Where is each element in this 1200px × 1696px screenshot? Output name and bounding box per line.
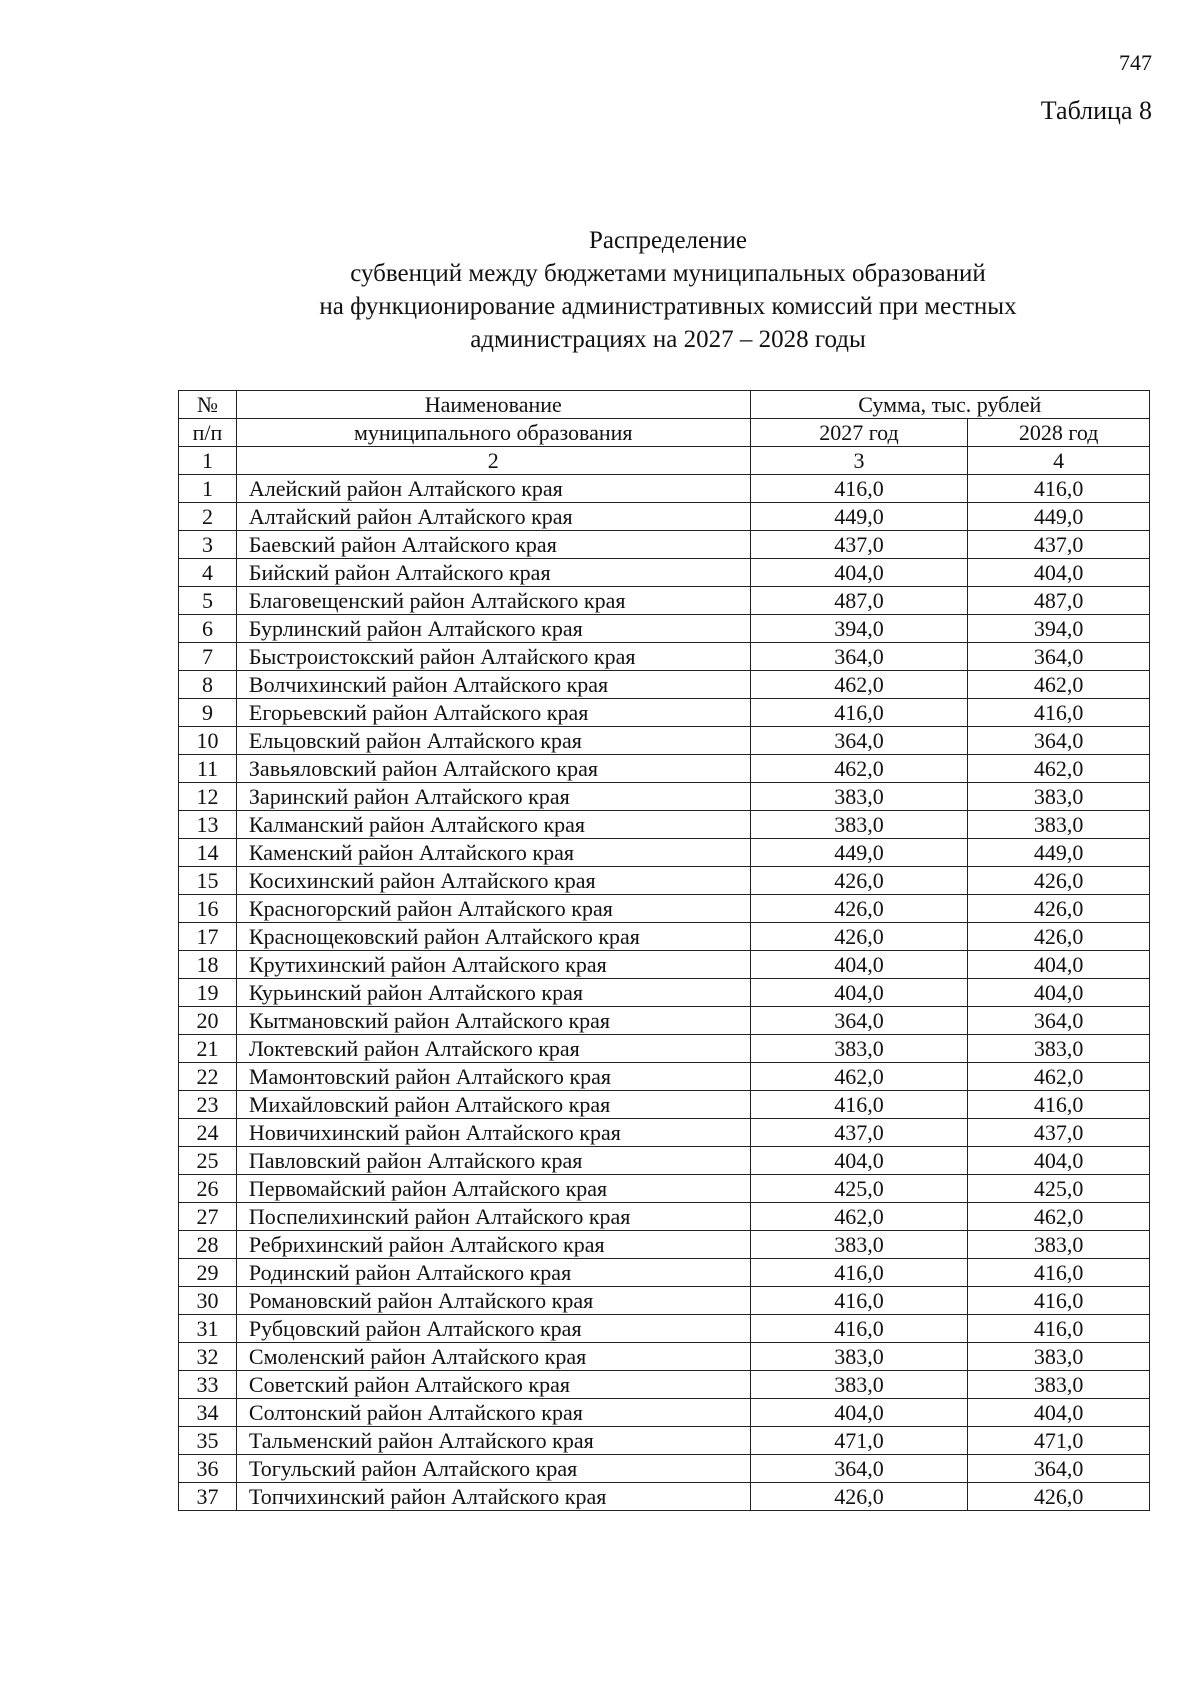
row-value-2027: 462,0 (750, 1063, 968, 1091)
column-number: 2 (236, 447, 750, 475)
row-number: 14 (179, 839, 237, 867)
row-value-2027: 404,0 (750, 1147, 968, 1175)
row-value-2027: 437,0 (750, 531, 968, 559)
row-value-2028: 383,0 (968, 811, 1150, 839)
title-line: на функционирование административных комиссий при местных (319, 293, 1017, 320)
row-number: 13 (179, 811, 237, 839)
row-number: 32 (179, 1343, 237, 1371)
row-value-2027: 364,0 (750, 1455, 968, 1483)
table-row (179, 1427, 1150, 1455)
header-name-sub: муниципального образования (236, 419, 750, 447)
row-name: Быстроистокский район Алтайского края (236, 643, 750, 671)
row-number: 7 (179, 643, 237, 671)
row-value-2027: 487,0 (750, 587, 968, 615)
table-row (179, 643, 1150, 671)
row-value-2028: 437,0 (968, 1119, 1150, 1147)
table-row (179, 867, 1150, 895)
row-number: 8 (179, 671, 237, 699)
column-number: 1 (179, 447, 237, 475)
table-row (179, 1455, 1150, 1483)
row-number: 18 (179, 951, 237, 979)
row-number: 37 (179, 1483, 237, 1511)
row-value-2028: 416,0 (968, 475, 1150, 503)
row-name: Михайловский район Алтайского края (236, 1091, 750, 1119)
row-name: Смоленский район Алтайского края (236, 1343, 750, 1371)
row-value-2028: 364,0 (968, 727, 1150, 755)
row-name: Павловский район Алтайского края (236, 1147, 750, 1175)
row-value-2027: 383,0 (750, 811, 968, 839)
row-number: 29 (179, 1259, 237, 1287)
column-number: 3 (750, 447, 968, 475)
row-number: 24 (179, 1119, 237, 1147)
table-row (179, 727, 1150, 755)
row-value-2027: 462,0 (750, 1203, 968, 1231)
table-row (179, 1035, 1150, 1063)
row-value-2028: 426,0 (968, 867, 1150, 895)
row-value-2027: 426,0 (750, 923, 968, 951)
row-value-2027: 416,0 (750, 1315, 968, 1343)
row-number: 3 (179, 531, 237, 559)
table-row (179, 1315, 1150, 1343)
row-number: 9 (179, 699, 237, 727)
row-value-2028: 449,0 (968, 839, 1150, 867)
row-number: 36 (179, 1455, 237, 1483)
row-value-2028: 383,0 (968, 1035, 1150, 1063)
row-value-2027: 471,0 (750, 1427, 968, 1455)
row-name: Солтонский район Алтайского края (236, 1399, 750, 1427)
table-row (179, 1259, 1150, 1287)
row-number: 5 (179, 587, 237, 615)
table-row (179, 587, 1150, 615)
row-number: 27 (179, 1203, 237, 1231)
row-value-2028: 416,0 (968, 1259, 1150, 1287)
row-value-2028: 364,0 (968, 1455, 1150, 1483)
table-row (179, 671, 1150, 699)
table-row (179, 979, 1150, 1007)
row-name: Топчихинский район Алтайского края (236, 1483, 750, 1511)
row-value-2027: 383,0 (750, 783, 968, 811)
row-value-2028: 462,0 (968, 1063, 1150, 1091)
table-row (179, 923, 1150, 951)
row-name: Бийский район Алтайского края (236, 559, 750, 587)
table-row (179, 1399, 1150, 1427)
row-value-2028: 425,0 (968, 1175, 1150, 1203)
document-title (0, 224, 1200, 356)
table-row (179, 1175, 1150, 1203)
table-row (179, 1119, 1150, 1147)
row-number: 16 (179, 895, 237, 923)
row-name: Рубцовский район Алтайского края (236, 1315, 750, 1343)
title-line: субвенций между бюджетами муниципальных образований (350, 260, 986, 287)
row-value-2028: 449,0 (968, 503, 1150, 531)
table-row (179, 1063, 1150, 1091)
table-row (179, 1287, 1150, 1315)
row-number: 21 (179, 1035, 237, 1063)
row-name: Советский район Алтайского края (236, 1371, 750, 1399)
row-number: 30 (179, 1287, 237, 1315)
row-value-2027: 449,0 (750, 839, 968, 867)
row-value-2028: 462,0 (968, 671, 1150, 699)
row-value-2027: 404,0 (750, 979, 968, 1007)
row-value-2028: 404,0 (968, 1399, 1150, 1427)
column-number-row (179, 447, 1150, 475)
row-name: Краснощековский район Алтайского края (236, 923, 750, 951)
row-value-2028: 394,0 (968, 615, 1150, 643)
row-number: 22 (179, 1063, 237, 1091)
title-line: Распределение (589, 227, 747, 254)
row-value-2028: 404,0 (968, 979, 1150, 1007)
header-sum: Сумма, тыс. рублей (750, 391, 1149, 419)
row-name: Мамонтовский район Алтайского края (236, 1063, 750, 1091)
table-body (179, 475, 1150, 1511)
row-number: 15 (179, 867, 237, 895)
header-year-2027: 2027 год (750, 419, 968, 447)
table-row (179, 1091, 1150, 1119)
row-value-2027: 383,0 (750, 1035, 968, 1063)
table-row (179, 895, 1150, 923)
row-value-2028: 404,0 (968, 559, 1150, 587)
row-value-2028: 383,0 (968, 783, 1150, 811)
row-value-2028: 383,0 (968, 1371, 1150, 1399)
row-value-2027: 364,0 (750, 727, 968, 755)
row-value-2028: 364,0 (968, 1007, 1150, 1035)
row-number: 34 (179, 1399, 237, 1427)
row-value-2027: 425,0 (750, 1175, 968, 1203)
row-value-2028: 383,0 (968, 1343, 1150, 1371)
row-name: Первомайский район Алтайского края (236, 1175, 750, 1203)
table-row (179, 1147, 1150, 1175)
row-name: Калманский район Алтайского края (236, 811, 750, 839)
table-row (179, 559, 1150, 587)
row-value-2028: 426,0 (968, 923, 1150, 951)
row-value-2028: 404,0 (968, 951, 1150, 979)
row-name: Тогульский район Алтайского края (236, 1455, 750, 1483)
header-name: Наименование (236, 391, 750, 419)
row-name: Ельцовский район Алтайского края (236, 727, 750, 755)
row-value-2027: 383,0 (750, 1343, 968, 1371)
row-name: Романовский район Алтайского края (236, 1287, 750, 1315)
table-row (179, 839, 1150, 867)
row-value-2027: 404,0 (750, 559, 968, 587)
row-name: Баевский район Алтайского края (236, 531, 750, 559)
row-value-2027: 416,0 (750, 699, 968, 727)
row-name: Локтевский район Алтайского края (236, 1035, 750, 1063)
table-row (179, 1483, 1150, 1511)
row-name: Родинский район Алтайского края (236, 1259, 750, 1287)
row-number: 17 (179, 923, 237, 951)
column-number: 4 (968, 447, 1150, 475)
row-value-2028: 383,0 (968, 1231, 1150, 1259)
row-value-2027: 383,0 (750, 1371, 968, 1399)
table-row (179, 531, 1150, 559)
table-row (179, 1007, 1150, 1035)
row-number: 19 (179, 979, 237, 1007)
table-row (179, 755, 1150, 783)
row-number: 26 (179, 1175, 237, 1203)
row-number: 23 (179, 1091, 237, 1119)
header-row (179, 419, 1150, 447)
row-name: Курьинский район Алтайского края (236, 979, 750, 1007)
row-name: Тальменский район Алтайского края (236, 1427, 750, 1455)
row-value-2028: 437,0 (968, 531, 1150, 559)
page-number: 747 (1119, 50, 1152, 75)
row-number: 12 (179, 783, 237, 811)
row-value-2027: 416,0 (750, 1287, 968, 1315)
table-row (179, 783, 1150, 811)
table-row (179, 1371, 1150, 1399)
row-number: 11 (179, 755, 237, 783)
row-number: 4 (179, 559, 237, 587)
row-value-2028: 416,0 (968, 1315, 1150, 1343)
row-value-2028: 487,0 (968, 587, 1150, 615)
row-number: 28 (179, 1231, 237, 1259)
row-number: 10 (179, 727, 237, 755)
header-year-2028: 2028 год (968, 419, 1150, 447)
row-name: Каменский район Алтайского края (236, 839, 750, 867)
header-row (179, 391, 1150, 419)
row-value-2027: 462,0 (750, 671, 968, 699)
row-value-2028: 426,0 (968, 895, 1150, 923)
row-name: Алтайский район Алтайского края (236, 503, 750, 531)
row-value-2027: 426,0 (750, 895, 968, 923)
row-value-2028: 416,0 (968, 1287, 1150, 1315)
row-value-2027: 364,0 (750, 643, 968, 671)
row-value-2027: 394,0 (750, 615, 968, 643)
row-name: Косихинский район Алтайского края (236, 867, 750, 895)
row-value-2027: 383,0 (750, 1231, 968, 1259)
row-value-2027: 416,0 (750, 1091, 968, 1119)
table-row (179, 951, 1150, 979)
title-line: администрациях на 2027 – 2028 годы (470, 326, 866, 353)
table-row (179, 503, 1150, 531)
table-row (179, 1203, 1150, 1231)
row-value-2028: 462,0 (968, 1203, 1150, 1231)
row-name: Завьяловский район Алтайского края (236, 755, 750, 783)
row-number: 1 (179, 475, 237, 503)
row-value-2028: 426,0 (968, 1483, 1150, 1511)
row-number: 33 (179, 1371, 237, 1399)
row-value-2027: 449,0 (750, 503, 968, 531)
row-value-2028: 471,0 (968, 1427, 1150, 1455)
row-number: 20 (179, 1007, 237, 1035)
header-no: № (179, 391, 237, 419)
row-value-2027: 462,0 (750, 755, 968, 783)
row-value-2028: 404,0 (968, 1147, 1150, 1175)
row-value-2027: 426,0 (750, 1483, 968, 1511)
table-row (179, 811, 1150, 839)
row-value-2027: 364,0 (750, 1007, 968, 1035)
row-name: Кытмановский район Алтайского края (236, 1007, 750, 1035)
row-number: 2 (179, 503, 237, 531)
table-label: Таблица 8 (1040, 96, 1152, 125)
row-value-2027: 404,0 (750, 1399, 968, 1427)
row-name: Новичихинский район Алтайского края (236, 1119, 750, 1147)
row-name: Егорьевский район Алтайского края (236, 699, 750, 727)
row-number: 6 (179, 615, 237, 643)
row-number: 31 (179, 1315, 237, 1343)
row-value-2028: 416,0 (968, 1091, 1150, 1119)
row-value-2027: 437,0 (750, 1119, 968, 1147)
distribution-table (178, 390, 1150, 1511)
row-name: Алейский район Алтайского края (236, 475, 750, 503)
row-value-2027: 416,0 (750, 1259, 968, 1287)
row-value-2028: 364,0 (968, 643, 1150, 671)
row-value-2027: 426,0 (750, 867, 968, 895)
row-value-2028: 416,0 (968, 699, 1150, 727)
row-value-2027: 404,0 (750, 951, 968, 979)
table-row (179, 475, 1150, 503)
row-name: Поспелихинский район Алтайского края (236, 1203, 750, 1231)
row-name: Ребрихинский район Алтайского края (236, 1231, 750, 1259)
table-row (179, 699, 1150, 727)
table-row (179, 1343, 1150, 1371)
row-name: Красногорский район Алтайского края (236, 895, 750, 923)
row-value-2027: 416,0 (750, 475, 968, 503)
header-no-sub: п/п (179, 419, 237, 447)
row-name: Благовещенский район Алтайского края (236, 587, 750, 615)
row-name: Волчихинский район Алтайского края (236, 671, 750, 699)
row-number: 25 (179, 1147, 237, 1175)
row-value-2028: 462,0 (968, 755, 1150, 783)
row-name: Крутихинский район Алтайского края (236, 951, 750, 979)
table-row (179, 615, 1150, 643)
row-number: 35 (179, 1427, 237, 1455)
row-name: Заринский район Алтайского края (236, 783, 750, 811)
row-name: Бурлинский район Алтайского края (236, 615, 750, 643)
table-row (179, 1231, 1150, 1259)
